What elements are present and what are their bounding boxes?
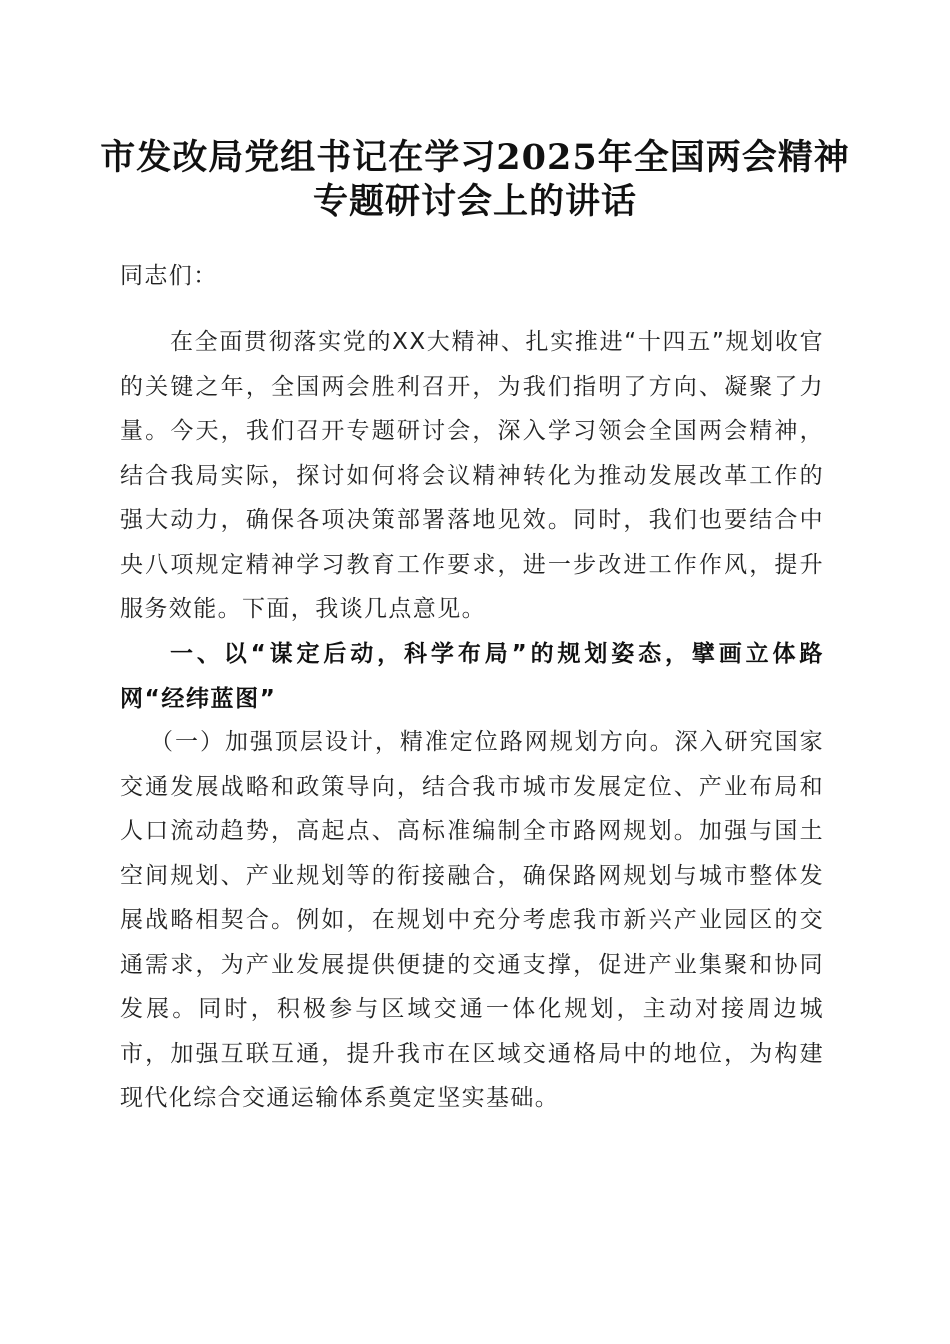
salutation: 同志们：	[120, 263, 218, 289]
section-heading-1: 一、以“谋定后动，科学布局”的规划姿态，擘画立体路网“经纬蓝图”	[120, 641, 824, 712]
document-title: 市发改局党组书记在学习2025年全国两会精神专题研讨会上的讲话	[100, 137, 850, 222]
subsection-paragraph-1: （一）加强顶层设计，精准定位路网规划方向。深入研究国家交通发展战略和政策导向，结合我市城市发展定位、产业布局和人口流动趋势，高起点、高标准编制全市路网规划。加强与国土空间规划、产业规划等的衔接融合，确保路网规划与城市整体发展战略相契合。例如，在规划中充分考虑我市新兴产业园区的交通需求，为产业发展提供便捷的交通支撑，促进产业集聚和协同发展。同时，积极参与区域交通一体化规划，主动对接周边城市，加强互联互通，提升我市在区域交通格局中的地位，为构建现代化综合交通运输体系奠定坚实基础。	[120, 729, 824, 1111]
intro-paragraph: 在全面贯彻落实党的XX大精神、扎实推进“十四五”规划收官的关键之年，全国两会胜利召开，为我们指明了方向、凝聚了力量。今天，我们召开专题研讨会，深入学习领会全国两会精神，结合我局实际，探讨如何将会议精神转化为推动发展改革工作的强大动力，确保各项决策部署落地见效。同时，我们也要结合中央八项规定精神学习教育工作要求，进一步改进工作作风，提升服务效能。下面，我谈几点意见。	[120, 329, 824, 622]
